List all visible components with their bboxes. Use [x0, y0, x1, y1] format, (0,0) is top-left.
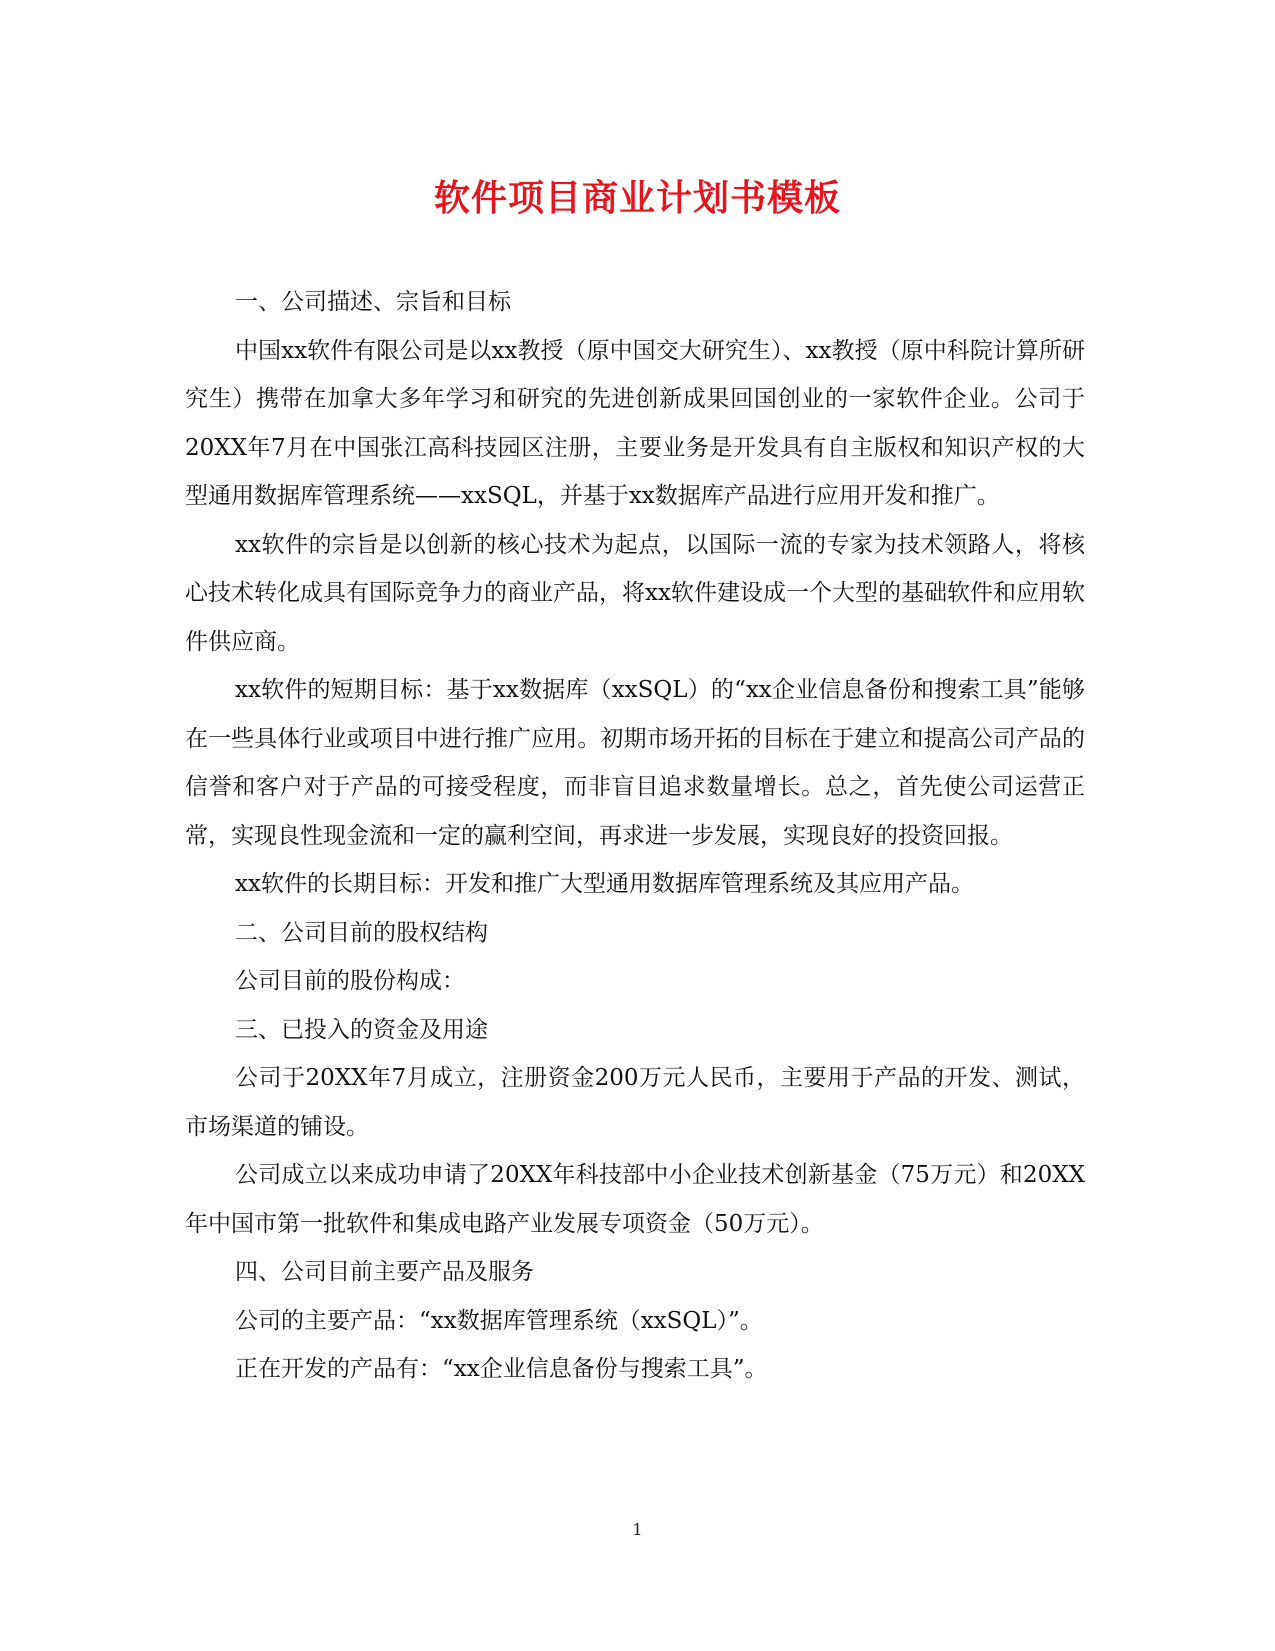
section-heading-products-services: 四、公司目前主要产品及服务	[235, 1259, 534, 1285]
paragraph-short-term-goal: xx软件的短期目标：基于xx数据库（xxSQL）的“xx企业信息备份和搜索工具”能够在一些具体行业或项目中进行推广应用。初期市场开拓的目标在于建立和提高公司产品的信誉和客户对于产品的可接受程度，而非盲目追求数量增长。总之，首先使公司运营正常，实现良性现金流和一定的赢利空间，再求进一步发展，实现良好的投资回报。	[185, 677, 1085, 849]
paragraph-funding-grants: 公司成立以来成功申请了20XX年科技部中小企业技术创新基金（75万元）和20XX年中国市第一批软件和集成电路产业发展专项资金（50万元）。	[185, 1162, 1085, 1237]
paragraph-product-in-development: 正在开发的产品有：“xx企业信息备份与搜索工具”。	[235, 1356, 768, 1382]
paragraph-company-mission: xx软件的宗旨是以创新的核心技术为起点，以国际一流的专家为技术领路人，将核心技术转化成具有国际竞争力的商业产品，将xx软件建设成一个大型的基础软件和应用软件供应商。	[185, 531, 1085, 655]
section-heading-invested-funds: 三、已投入的资金及用途	[235, 1016, 488, 1043]
paragraph-long-term-goal: xx软件的长期目标：开发和推广大型通用数据库管理系统及其应用产品。	[235, 871, 974, 897]
section-heading-equity-structure: 二、公司目前的股权结构	[235, 919, 488, 946]
page-number: 1	[632, 1520, 643, 1539]
document-body	[185, 278, 1085, 1394]
document-title: 软件项目商业计划书模板	[433, 177, 841, 219]
section-heading-company-description: 一、公司描述、宗旨和目标	[235, 289, 511, 315]
paragraph-share-composition: 公司目前的股份构成：	[235, 968, 465, 994]
paragraph-registered-capital: 公司于20XX年7月成立，注册资金200万元人民币，主要用于产品的开发、测试，市场渠道的铺设。	[185, 1065, 1085, 1140]
paragraph-main-product: 公司的主要产品：“xx数据库管理系统（xxSQL）”。	[235, 1307, 763, 1334]
paragraph-company-intro: 中国xx软件有限公司是以xx教授（原中国交大研究生）、xx教授（原中科院计算所研究生）携带在加拿大多年学习和研究的先进创新成果回国创业的一家软件企业。公司于20XX年7月在中国张江高科技园区注册，主要业务是开发具有自主版权和知识产权的大型通用数据库管理系统——xxSQL，并基于xx数据库产品进行应用开发和推广。	[185, 337, 1085, 509]
